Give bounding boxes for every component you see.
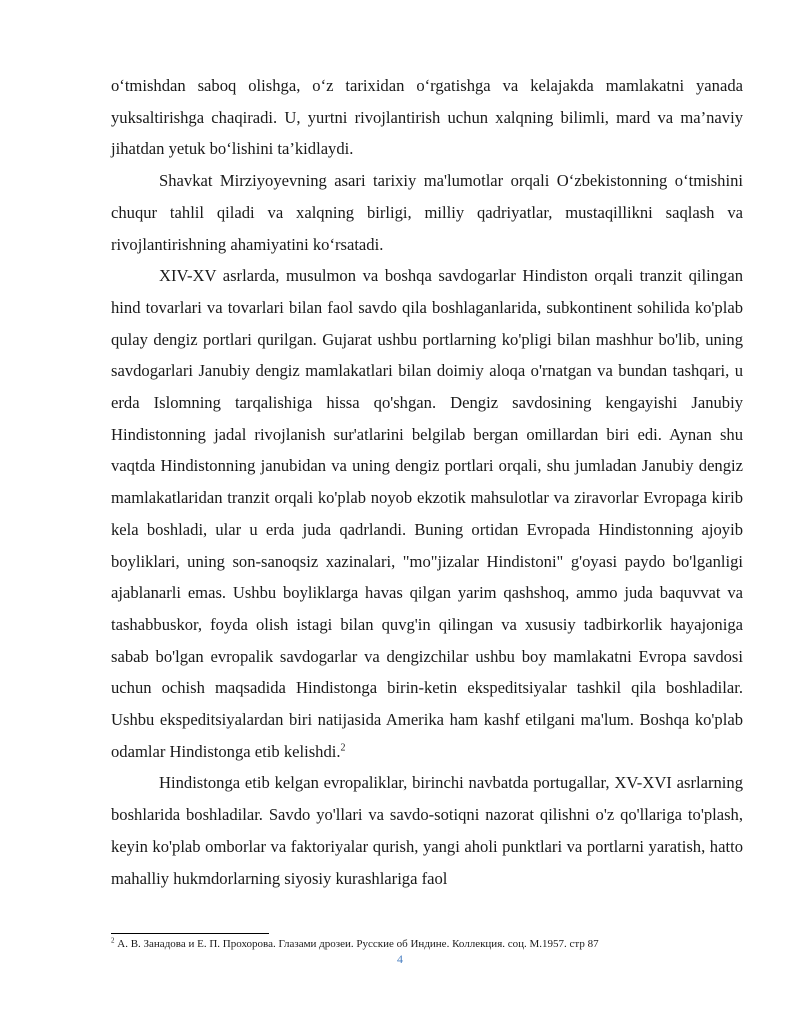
paragraph-4: Hindistonga etib kelgan evropaliklar, birinchi navbatda portugallar, XV-XVI asrlarning boshlarida boshladilar. Savdo yo'llari va savdo-sotiqni nazorat qilishni o'z qo'llariga to'plash, keyin ko'plab omborlar va faktoriyalar qurish, yangi aholi punktlari va portlarni yaratish, hatto mahalliy hukmdorlarning siyosiy kurashlariga faol [111,773,743,888]
footnote-divider [111,933,269,934]
page-number: 4 [397,952,403,966]
footnote-text: А. В. Занадова и Е. П. Прохорова. Глазами дрозеи. Русские об Индине. Коллекция. соц. М.1957. стр 87 [114,938,599,950]
footnote [111,937,743,951]
footnote-marker: 2 [111,936,115,945]
footnote-reference[interactable]: 2 [340,742,346,754]
paragraph-1: o‘tmishdan saboq olishga, o‘z tarixidan o‘rgatishga va kelajakda mamlakatni yanada yuksaltirishga chaqiradi. U, yurtni rivojlantirish uchun xalqning bilimli, mard va ma’naviy jihatdan yetuk bo‘lishini ta’kidlaydi. [111,76,743,159]
paragraph-3-text: XIV-XV asrlarda, musulmon va boshqa savdogarlar Hindiston orqali tranzit qilingan hind tovarlari va tovarlari bilan faol savdo qila boshlaganlarida, subkontinent sohilida ko'plab qulay dengiz portlari qurilgan. Gujarat ushbu portlarning ko'pligi bilan mashhur bo'lib, uning savdogarlari Janubiy dengiz mamlakatlari bilan doimiy aloqa o'rnatgan va bundan tashqari, u erda Islomning tarqalishiga hissa qo'shgan. Dengiz savdosining kengayishi Janubiy Hindistonning jadal rivojlanish sur'atlarini belgilab bergan omillardan biri edi. Aynan shu vaqtda Hindistonning janubidan va uning dengiz portlari orqali, shu jumladan Janubiy dengiz mamlakatlaridan tranzit orqali ko'plab noyob ekzotik mahsulotlar va ziravorlar Evropaga kirib kela boshladi, ular u erda juda qadrlandi. Buning ortidan Evropada Hindistonning ajoyib boyliklari, uning son-sanoqsiz xazinalari, "mo"jizalar Hindistoni" g'oyasi paydo bo'lganligi ajablanarli emas. Ushbu boyliklarga havas qilgan yarim qashshoq, ammo juda baquvvat va tashabbuskor, foyda olish istagi bilan quvg'in qilingan va xususiy tadbirkorlik hayajoniga sabab bo'lgan evropalik savdogarlar va dengizchilar ushbu boy mamlakatni Evropa savdosi uchun ochish maqsadida Hindistonga birin-ketin ekspeditsiyalar tashkil qila boshladilar. Ushbu ekspeditsiyalardan biri natijasida Amerika ham kashf etilgani ma'lum. Boshqa ko'plab odamlar Hindistonga etib kelishdi. [111,266,743,761]
body-text [111,70,743,894]
paragraph-2: Shavkat Mirziyoyevning asari tarixiy ma'lumotlar orqali O‘zbekistonning o‘tmishini chuqur tahlil qiladi va xalqning birligi, milliy qadriyatlar, mustaqillikni saqlash va rivojlantirishning ahamiyatini ko‘rsatadi. [111,171,743,254]
paragraph-3 [111,260,743,767]
